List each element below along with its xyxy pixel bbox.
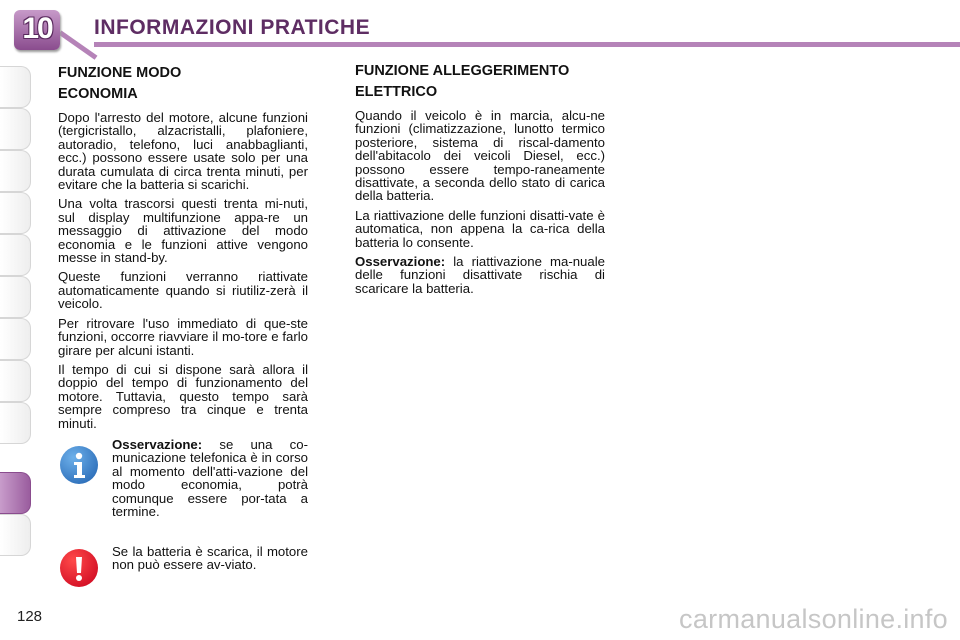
chapter-tab[interactable] (0, 150, 31, 192)
chapter-tab[interactable] (0, 234, 31, 276)
info-note (58, 438, 308, 528)
paragraph: Quando il veicolo è in marcia, alcu-ne funzioni (climatizzazione, lunotto termico posteriore, sistema di riscal-damento dell'abitacolo dei veicoli Diesel, ecc.) possono essere tempo-raneamente disattivate, a seconda dello stato di carica della batteria. (355, 108, 605, 204)
section-title (355, 61, 605, 103)
page-number: 128 (17, 608, 43, 625)
remark-text: la riattivazione ma-nuale delle funzioni disattivate rischia di scaricare la batteria. (355, 254, 605, 296)
chapter-number: 10 (22, 12, 52, 45)
chapter-tab[interactable] (0, 108, 31, 150)
chapter-tab-active[interactable] (0, 472, 31, 514)
section-title-line: ELETTRICO (355, 84, 438, 100)
chapter-tab[interactable] (0, 360, 31, 402)
section-title-line: ECONOMIA (58, 86, 138, 102)
info-note-text (112, 438, 308, 518)
chapter-tab[interactable] (0, 514, 31, 556)
section-title-line: FUNZIONE ALLEGGERIMENTO (355, 63, 570, 79)
chapter-tab[interactable] (0, 66, 31, 108)
chapter-title: INFORMAZIONI PRATICHE (94, 16, 371, 39)
page-header (0, 0, 960, 52)
header-rule (94, 42, 960, 47)
paragraph: La riattivazione delle funzioni disatti-vate è automatica, non appena la ca-rica della batteria lo consente. (355, 207, 605, 250)
chapter-badge (14, 10, 60, 50)
warning-icon (60, 549, 98, 587)
note-body: se una co-municazione telefonica è in corso al momento dell'atti-vazione del modo economia, potrà comunque essere por-tata a termine. (112, 437, 308, 520)
section-title-line: FUNZIONE MODO (58, 65, 182, 81)
economy-mode-section (58, 63, 308, 436)
warning-note-text: Se la batteria è scarica, il motore non può essere av-viato. (112, 544, 308, 573)
warning-note (58, 545, 308, 595)
section-title (58, 63, 308, 105)
paragraph: Per ritrovare l'uso immediato di que-ste funzioni, occorre riavviare il mo-tore e farlo girare per alcuni istanti. (58, 315, 308, 358)
chapter-tab[interactable] (0, 276, 31, 318)
paragraph: Dopo l'arresto del motore, alcune funzioni (tergicristallo, alzacristalli, plafoniere, autoradio, telefono, luci anabbaglianti, ecc.) possono essere usate solo per una durata cumulata di circa trenta minuti, per evitare che la batteria si scarichi. (58, 110, 308, 193)
paragraph: Una volta trascorsi questi trenta mi-nuti, sul display multifunzione appa-re un messaggio di attivazione del modo economia e le funzioni attive vengono messe in stand-by. (58, 196, 308, 266)
chapter-tabs (0, 66, 36, 586)
note-lead: Osservazione: (112, 437, 203, 452)
paragraph: Il tempo di cui si dispone sarà allora il doppio del tempo di funzionamento del motore. Tuttavia, questo tempo sarà sempre compreso tra cinque e trenta minuti. (58, 361, 308, 431)
chapter-tab[interactable] (0, 402, 31, 444)
chapter-tab[interactable] (0, 192, 31, 234)
load-shedding-section (355, 61, 605, 301)
paragraph: Queste funzioni verranno riattivate automaticamente quando si riutiliz-zerà il veicolo. (58, 269, 308, 312)
remark-paragraph (355, 255, 605, 295)
remark-lead: Osservazione: (355, 254, 446, 270)
header-rule-slant (59, 30, 98, 59)
info-icon (60, 446, 98, 484)
watermark: carmanualsonline.info (679, 604, 948, 634)
chapter-tab[interactable] (0, 318, 31, 360)
